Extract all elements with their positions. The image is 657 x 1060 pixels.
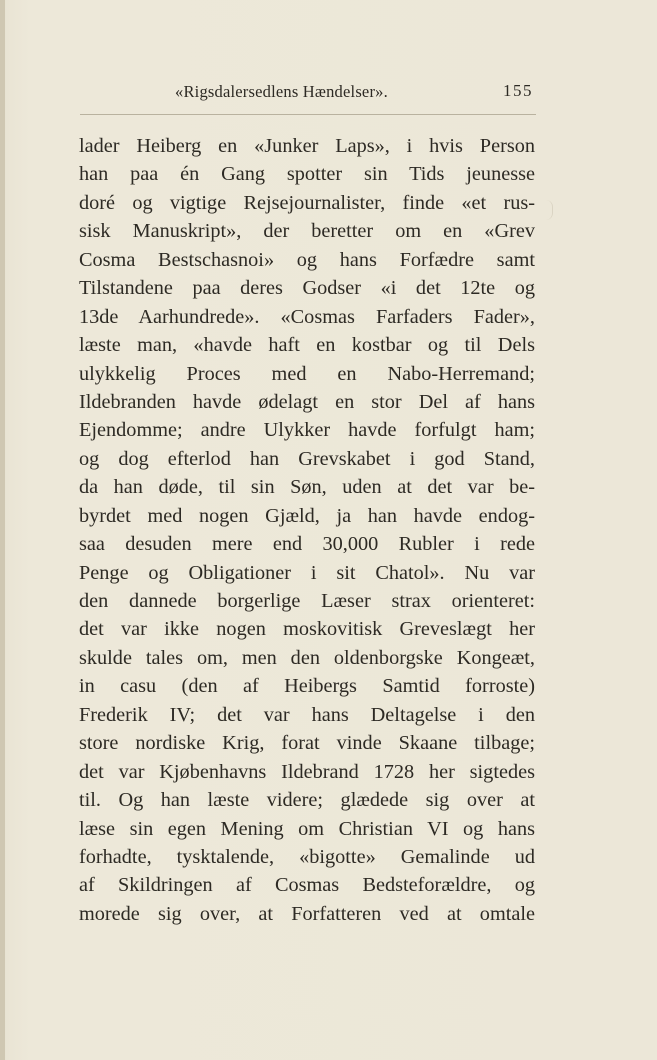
text-line: til. Og han læste videre; glædede sig over at <box>79 789 535 812</box>
text-line: store nordiske Krig, forat vinde Skaane tilbage; <box>79 732 535 755</box>
text-line: af Skildringen af Cosmas Bedsteforældre, og <box>79 874 535 897</box>
text-line: in casu (den af Heibergs Samtid forroste) <box>79 675 535 698</box>
text-line: han paa én Gang spotter sin Tids jeunesse <box>79 163 535 186</box>
text-line: læste man, «havde haft en kostbar og til Dels <box>79 334 535 357</box>
text-line: læse sin egen Mening om Christian VI og hans <box>79 817 535 840</box>
text-line: lader Heiberg en «Junker Laps», i hvis Person <box>79 135 535 157</box>
text-line: saa desuden mere end 30,000 Rubler i rede <box>79 533 535 556</box>
text-line: det var Kjøbenhavns Ildebrand 1728 her sigtedes <box>79 760 535 783</box>
page-mark <box>546 200 553 220</box>
text-line: Ildebranden havde ødelagt en stor Del af hans <box>79 390 535 413</box>
text-line: den dannede borgerlige Læser strax orienteret: <box>79 590 535 612</box>
text-line: Penge og Obligationer i sit Chatol». Nu var <box>79 561 535 584</box>
text-line: forhadte, tysktalende, «bigotte» Gemalinde ud <box>79 845 535 868</box>
text-line: og dog efterlod han Grevskabet i god Stand, <box>79 447 535 470</box>
text-line: ulykkelig Proces med en Nabo-Herremand; <box>79 362 535 385</box>
text-line: Ejendomme; andre Ulykker havde forfulgt ham; <box>79 419 535 442</box>
running-title: «Rigsdalersedlens Hændelser». <box>175 82 388 101</box>
text-line: morede sig over, at Forfatteren ved at omtale <box>79 902 535 925</box>
header-rule <box>80 114 536 115</box>
running-header <box>0 80 657 104</box>
body-text <box>79 132 535 928</box>
text-line: sisk Manuskript», der beretter om en «Grev <box>79 220 535 243</box>
text-line: 13de Aarhundrede». «Cosmas Farfaders Fader», <box>79 305 535 328</box>
page-number: 155 <box>503 81 533 100</box>
page-binding-edge <box>0 0 5 1060</box>
text-line: doré og vigtige Rejsejournalister, finde «et rus- <box>79 191 535 214</box>
text-line: Cosma Bestschasnoi» og hans Forfædre samt <box>79 248 535 271</box>
text-line: skulde tales om, men den oldenborgske Kongeæt, <box>79 646 535 669</box>
text-line: Tilstandene paa deres Godser «i det 12te og <box>79 277 535 300</box>
text-line: da han døde, til sin Søn, uden at det var be- <box>79 476 535 499</box>
text-line: byrdet med nogen Gjæld, ja han havde endog- <box>79 504 535 527</box>
text-line: Frederik IV; det var hans Deltagelse i den <box>79 703 535 726</box>
text-line: det var ikke nogen moskovitisk Greveslægt her <box>79 618 535 641</box>
